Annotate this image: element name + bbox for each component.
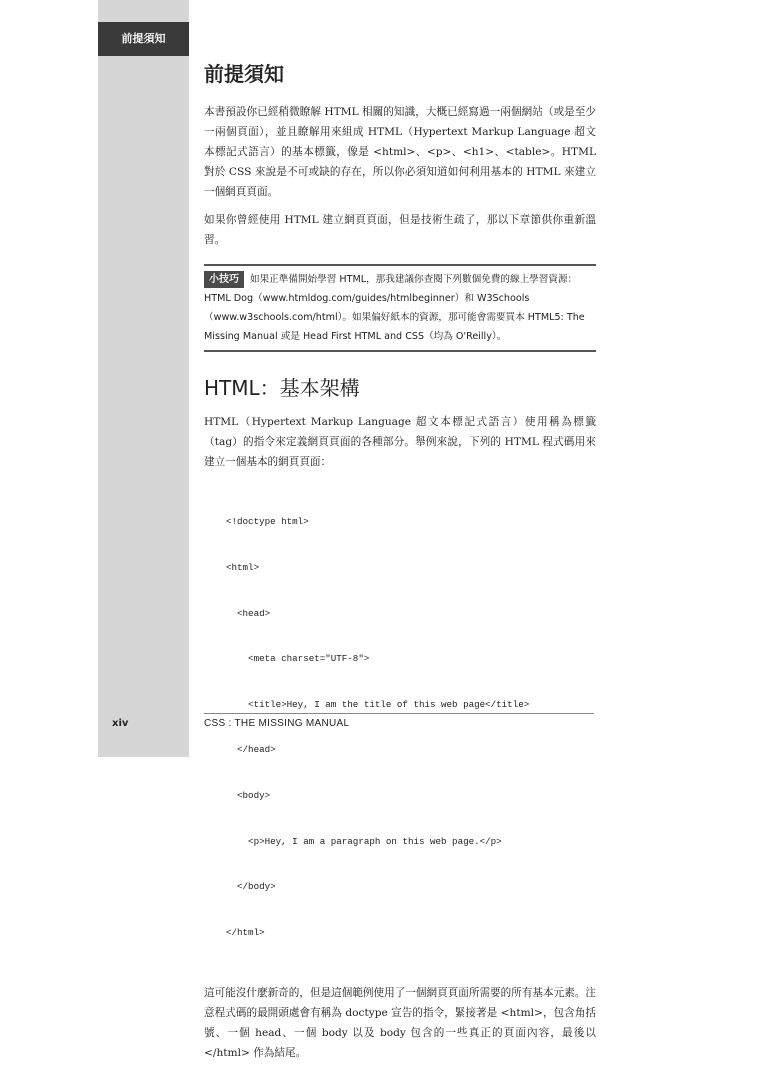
paragraph: 這可能沒什麼新奇的，但是這個範例使用了一個網頁頁面所需要的所有基本元素。注意程式碼的最開頭處會有稱為 doctype 宣告的指令，緊接著是 <html>，包含角括號、一個 head、一個 body 以及 body 包含的一些真正的頁面內容，最後以 </html> 作為結尾。 bbox=[204, 986, 596, 1059]
running-footer: CSS : THE MISSING MANUAL bbox=[204, 718, 350, 729]
code-line: </html> bbox=[226, 926, 265, 938]
tip-text-block bbox=[204, 270, 594, 346]
page-sidebar bbox=[98, 0, 189, 757]
page-number: xiv bbox=[112, 718, 129, 729]
tip-label: 小技巧 bbox=[204, 271, 244, 288]
paragraph: 本書預設你已經稍微瞭解 HTML 相關的知識，大概已經寫過一兩個網站（或是至少一兩個頁面），並且瞭解用來組成 HTML（Hypertext Markup Language 超文本標記式語言）的基本標籤，像是 <html>、<p>、<h1>、<table>。HTML 對於 CSS 來說是不可或缺的存在，所以你必須知道如何利用基本的 HTML 來建立一個網頁頁面。 bbox=[204, 106, 596, 198]
code-line: </head> bbox=[226, 744, 276, 756]
footer-rule bbox=[204, 713, 594, 714]
section-heading-html-basics: HTML：基本架構 bbox=[204, 376, 360, 400]
paragraph: HTML（Hypertext Markup Language 超文本標記式語言）使用稱為標籤（tag）的指令來定義網頁頁面的各種部分。舉例來說，下列的 HTML 程式碼用來建立一個基本的網頁頁面： bbox=[204, 416, 596, 468]
section-tab: 前提須知 bbox=[98, 22, 189, 56]
paragraph: 如果你曾經使用 HTML 建立網頁頁面，但是技術生疏了，那以下章節供你重新溫習。 bbox=[204, 214, 596, 246]
code-line: <body> bbox=[226, 790, 271, 802]
code-line: <!doctype html> bbox=[226, 516, 309, 528]
code-line: </body> bbox=[226, 881, 276, 893]
code-line: <html> bbox=[226, 562, 260, 574]
code-line: <p>Hey, I am a paragraph on this web page.</p> bbox=[226, 835, 502, 847]
code-line: <head> bbox=[226, 607, 271, 619]
tip-text: 如果正準備開始學習 HTML，那我建議你查閱下列數個免費的線上學習資源：HTML Dog（www.htmldog.com/guides/htmlbeginner）和 W3Schools（www.w3schools.com/html）。如果偏好紙本的資源，那可能會需要買本 HTML5: The Missing Manual 或是 Head First HTML and CSS（均為 O'Reilly）。 bbox=[204, 274, 585, 342]
code-line: <meta charset="UTF-8"> bbox=[226, 653, 370, 665]
section-heading-prerequisites: 前提須知 bbox=[204, 62, 284, 86]
page-content bbox=[204, 60, 596, 1071]
code-line: <title>Hey, I am the title of this web page</title> bbox=[226, 698, 530, 710]
tip-box bbox=[204, 264, 596, 352]
